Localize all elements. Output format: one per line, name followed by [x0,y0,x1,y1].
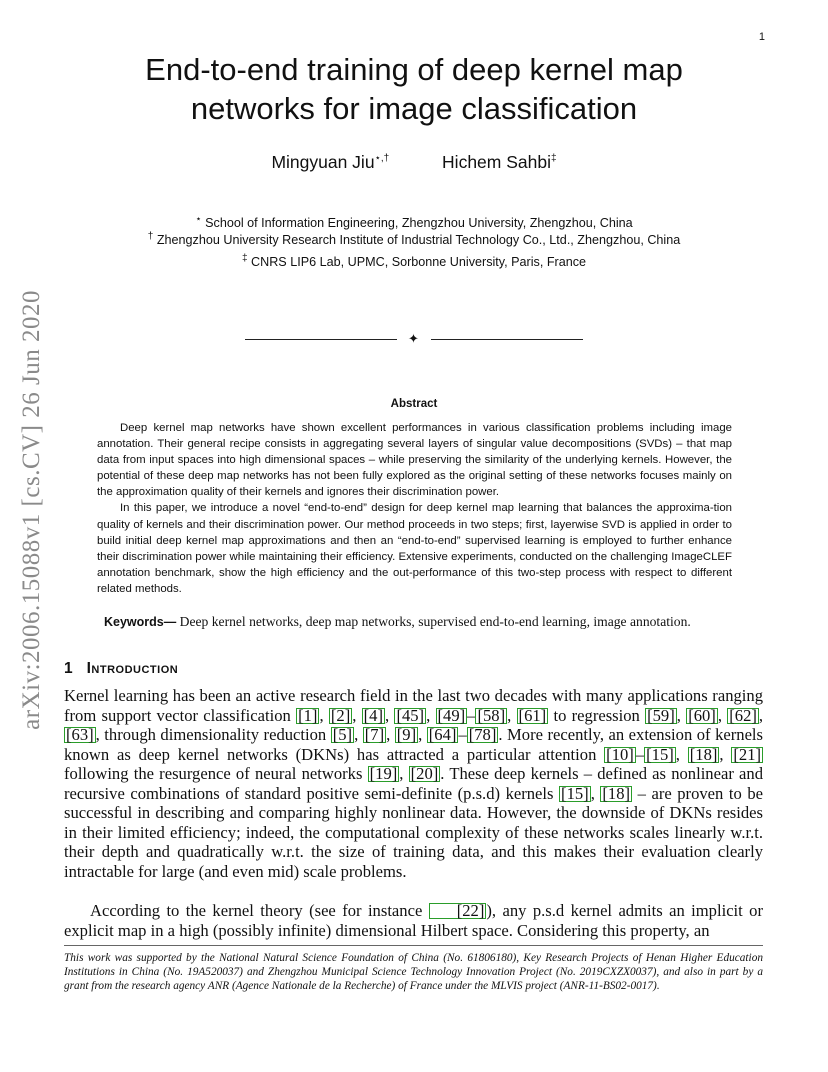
abstract-paragraph-2: In this paper, we introduce a novel “end-to-end” design for deep kernel map learning that balances the approxima-tion quality of kernels and their discrimination power. Our method proceeds in two steps; first, layerwise SVD is applied in order to build initial deep kernel map approximations and then an “end-to-end” supervised learning is employed to further enhance their discrimination power while maintaining their efficiency. Extensive experiments, conducted on the challenging ImageCLEF annotation benchmark, show the high efficiency and the out-performance of this two-step process with respect to different related methods. [97,502,732,595]
arxiv-side-stamp: arXiv:2006.15088v1 [cs.CV] 26 Jun 2020 [18,290,45,730]
author-name: Mingyuan Jiu [271,152,375,172]
citation-link[interactable]: [59] [647,705,675,725]
title-line-1: End-to-end training of deep kernel map [145,52,683,87]
text-run: , [385,705,395,725]
citation-link[interactable]: [4] [363,705,384,725]
section-title: Introduction [86,660,179,677]
citation-link[interactable]: [61] [518,705,547,725]
text-run: , [676,705,687,725]
citation-link[interactable]: [58] [477,705,506,725]
author-1 [271,152,389,173]
citation-link[interactable]: [62] [729,705,757,725]
citation-link[interactable]: [18] [602,783,631,803]
section-number: 1 [64,660,73,677]
text-run: , [507,705,517,725]
divider-diamond-icon: ✦ [408,331,419,346]
footnote-rule [64,945,763,946]
citation-link[interactable]: [9] [396,725,417,744]
affiliation-1 [0,214,828,230]
citation-link[interactable]: [45] [396,705,425,725]
intro-paragraph-1 [64,686,763,881]
text-run: . These deep kernels – defined as nonlinear and recursive combinations of standard positive semi-definite (p.s.d) kernels [64,764,764,803]
author-2 [442,152,557,173]
keywords [104,614,764,630]
text-run: , [426,705,436,725]
affiliation-text: CNRS LIP6 Lab, UPMC, Sorbonne University, Paris, France [251,255,587,270]
text-run: , through dimensionality reduction [95,725,331,744]
author-marks: ⋆,† [374,153,390,165]
section-divider [245,331,583,346]
citation-link[interactable]: [60] [688,705,716,725]
text-run: – [458,725,467,744]
text-run: to regression [548,705,646,725]
affiliation-3 [0,253,828,269]
citation-link[interactable]: [10] [606,744,634,764]
keywords-label: Keywords— [104,615,177,629]
citation-link[interactable]: [15] [561,783,589,803]
abstract-paragraph-1: Deep kernel map networks have shown excellent performances in various classification problems including image annotation. Their general recipe consists in aggregating several layers of singular value decompositions (SVDs) – that map data from input spaces into high dimensional spaces – while preserving the similarity of the underlying kernels. However, the potential of these deep map networks has not been fully explored as the original setting of these networks focuses mainly on the approximation quality of their kernels and ignores their discrimination power. [97,422,732,499]
text-run: , [352,705,362,725]
text-run: – [635,744,645,764]
text-run: , [319,705,329,725]
section-heading [64,660,178,678]
citation-link[interactable]: [64] [428,725,457,744]
divider-line-right [431,339,583,340]
citation-link[interactable]: [63] [66,725,94,744]
citation-link[interactable]: [7] [364,725,385,744]
author-marks: ‡ [551,153,557,165]
text-run: following the resurgence of neural networks [64,764,368,783]
title-line-2: networks for image classification [190,91,638,126]
text-run: . More recently, an extension of kernels known as deep kernel networks (DKNs) has attracted a particular attention [64,725,763,764]
citation-link[interactable]: [21] [733,744,762,764]
keywords-text: Deep kernel networks, deep map networks, supervised end-to-end learning, image annotation. [179,614,691,629]
citation-link[interactable]: [2] [330,705,351,725]
text-run: According to the kernel theory (see for instance [90,901,429,920]
affiliation-mark: ⋆ [195,214,202,225]
author-name: Hichem Sahbi [442,152,551,172]
text-run: – are proven to be successful in describing and comparing highly nonlinear data. However, the downside of DKNs resides in their limited efficiency; indeed, the computational complexity of these networks scales linearly w.r.t. their depth and quadratically w.r.t. the size of training data, and this makes their evaluation clearly intractable for large (and even mid) scale problems. [64,783,763,881]
text-run: – [467,705,476,725]
text-run: , [418,725,427,744]
citation-link[interactable]: [19] [369,764,398,783]
citation-link[interactable]: [18] [689,744,718,764]
affiliation-text: Zhengzhou University Research Institute of Industrial Technology Co., Ltd., Zhengzhou, China [156,233,681,248]
citation-link[interactable]: [1] [298,705,318,725]
citation-link[interactable]: [20] [410,764,439,783]
abstract-heading: Abstract [390,398,438,410]
intro-paragraph-2 [64,901,763,940]
text-run: Kernel learning has been an active research field in the last two decades with many applications ranging from support vector classification [64,686,763,725]
text-run: , [590,783,601,803]
text-run: , [399,764,409,783]
page-number: 1 [758,31,765,43]
text-run: , [354,725,363,744]
paper-title [0,50,828,128]
text-run: , [719,744,732,764]
text-run: , [386,725,395,744]
footnote: This work was supported by the National Natural Science Foundation of China (No. 61806180), Key Research Projects of Henan Higher Education Institutions in China (No. 19A520037) and Zhengzhou Municipal Science Technology Innovation Project (No. 2019CXZX0037), and also in part by a grant from the research agency ANR (Agence Nationale de la Recherche) of France under the MLVIS project (ANR-11-BS02-0017). [64,952,763,992]
citation-link[interactable]: [49] [437,705,466,725]
affiliation-mark: ‡ [241,253,248,264]
affiliation-mark: † [147,231,154,242]
author-list [0,152,828,173]
citation-link[interactable]: [22] [429,903,487,919]
affiliation-2 [0,231,828,247]
citation-link[interactable]: [15] [646,744,674,764]
text-run: , [717,705,728,725]
text-run: , [675,744,688,764]
abstract [97,420,732,597]
affiliation-text: School of Information Engineering, Zhengzhou University, Zhengzhou, China [205,216,633,231]
text-run: ), any p.s.d kernel admits an implicit or explicit map in a high (possibly infinite) dimensional Hilbert space. Considering this property, an [64,901,764,940]
divider-line-left [245,339,397,340]
citation-link[interactable]: [78] [468,725,497,744]
citation-link[interactable]: [5] [332,725,353,744]
text-run: , [758,705,764,725]
